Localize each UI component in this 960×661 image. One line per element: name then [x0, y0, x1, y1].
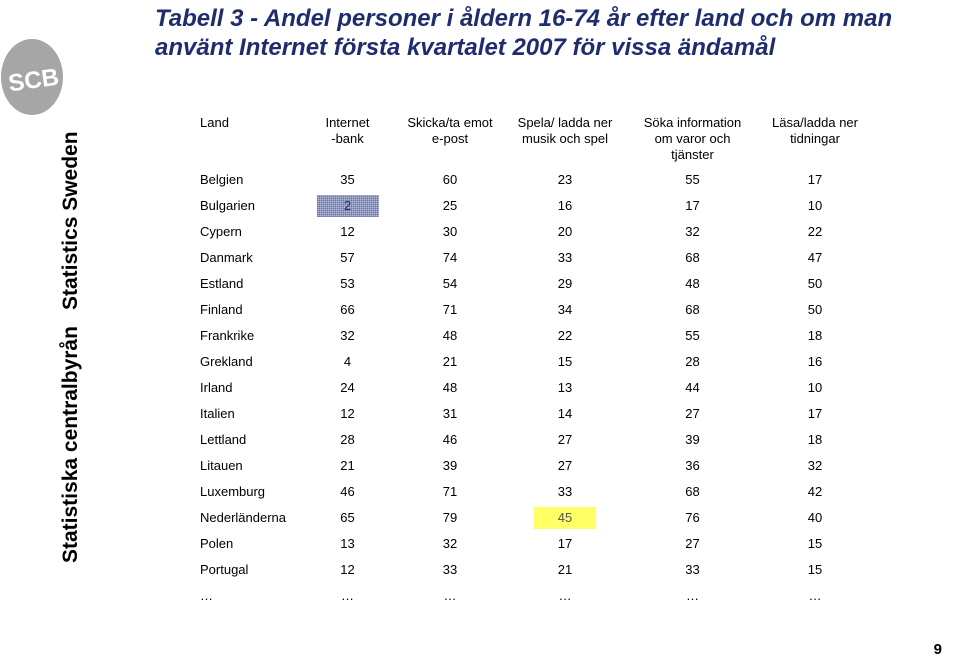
- value-cell: 66: [340, 302, 355, 317]
- value-cell: 76: [685, 510, 700, 525]
- vertical-brand: [10, 131, 82, 565]
- value-cell: 12: [340, 224, 355, 239]
- value-cell: 53: [340, 276, 355, 291]
- value-cell: 33: [557, 250, 573, 265]
- brand-english: Statistics Sweden: [59, 131, 82, 310]
- country-cell: Portugal: [200, 562, 249, 577]
- value-cell: …: [808, 588, 822, 603]
- scb-logo-icon: [0, 38, 65, 116]
- value-cell: 29: [557, 276, 573, 291]
- table-row: [180, 401, 870, 427]
- value-cell: 36: [685, 458, 700, 473]
- value-cell: 10: [807, 198, 823, 213]
- value-cell: 18: [807, 328, 823, 343]
- value-cell: 13: [557, 380, 573, 395]
- table-row: [180, 505, 870, 531]
- value-cell: 27: [685, 406, 700, 421]
- table-row: [180, 531, 870, 557]
- value-cell: 15: [557, 354, 573, 369]
- value-cell: 79: [442, 510, 458, 525]
- value-cell: 17: [685, 198, 700, 213]
- country-cell: Finland: [200, 302, 243, 317]
- value-cell: 15: [807, 562, 823, 577]
- value-cell: 35: [340, 172, 355, 187]
- country-cell: Belgien: [200, 172, 244, 187]
- value-cell: 17: [807, 172, 823, 187]
- value-cell: 15: [807, 536, 823, 551]
- highlighted-value-cell: [300, 193, 395, 219]
- value-cell: 17: [557, 536, 573, 551]
- value-cell: 22: [807, 224, 823, 239]
- value-cell: 32: [340, 328, 355, 343]
- value-cell: 27: [685, 536, 700, 551]
- value-cell: 48: [685, 276, 700, 291]
- value-cell: 30: [442, 224, 458, 239]
- value-cell: 33: [557, 484, 573, 499]
- value-cell: 34: [557, 302, 573, 317]
- value-cell: 33: [685, 562, 700, 577]
- value-cell: 68: [685, 250, 700, 265]
- value-cell: 68: [685, 484, 700, 499]
- value-cell: 31: [442, 406, 458, 421]
- scb-logo: [0, 38, 65, 116]
- value-cell: 21: [557, 562, 573, 577]
- table-row: [180, 479, 870, 505]
- table-row: [180, 167, 870, 193]
- value-cell: 10: [807, 380, 823, 395]
- country-cell: Bulgarien: [200, 198, 255, 213]
- value-cell: 33: [442, 562, 458, 577]
- header-internetbank: Internet -bank: [325, 115, 370, 146]
- header-search-info: Söka information om varor och tjänster: [643, 115, 742, 162]
- country-cell: Grekland: [200, 354, 253, 369]
- value-cell: 74: [442, 250, 458, 265]
- table-row: [180, 427, 870, 453]
- country-cell: Lettland: [200, 432, 247, 447]
- country-cell: Polen: [200, 536, 234, 551]
- highlighted-value: 45: [534, 507, 596, 529]
- value-cell: 27: [557, 458, 573, 473]
- value-cell: 68: [685, 302, 700, 317]
- country-cell: Cypern: [200, 224, 242, 239]
- highlighted-value-cell: [505, 505, 625, 531]
- value-cell: 32: [442, 536, 458, 551]
- table-row: [180, 557, 870, 583]
- table-header-row: [180, 113, 870, 167]
- value-cell: 27: [557, 432, 573, 447]
- value-cell: 42: [807, 484, 823, 499]
- value-cell: 20: [557, 224, 573, 239]
- value-cell: 50: [807, 276, 823, 291]
- table-row: [180, 453, 870, 479]
- table-row: [180, 193, 870, 219]
- value-cell: 17: [807, 406, 823, 421]
- value-cell: …: [341, 588, 354, 603]
- header-email: Skicka/ta emot e-post: [407, 115, 493, 146]
- value-cell: 39: [442, 458, 458, 473]
- country-cell: Irland: [200, 380, 233, 395]
- value-cell: 14: [557, 406, 573, 421]
- value-cell: 44: [685, 380, 700, 395]
- value-cell: 22: [557, 328, 573, 343]
- value-cell: 48: [442, 380, 458, 395]
- header-games-music: Spela/ ladda ner musik och spel: [517, 115, 613, 146]
- country-cell: …: [200, 588, 213, 603]
- table-row: [180, 245, 870, 271]
- value-cell: 55: [685, 172, 700, 187]
- highlighted-value: 2: [317, 195, 379, 217]
- country-cell: Frankrike: [200, 328, 255, 343]
- table-row: [180, 219, 870, 245]
- value-cell: 47: [807, 250, 823, 265]
- page-number: 9: [933, 641, 942, 658]
- value-cell: 71: [442, 302, 458, 317]
- value-cell: 32: [807, 458, 823, 473]
- value-cell: 18: [807, 432, 823, 447]
- value-cell: 57: [340, 250, 355, 265]
- value-cell: 25: [442, 198, 458, 213]
- country-cell: Litauen: [200, 458, 243, 473]
- header-newspapers: Läsa/ladda ner tidningar: [771, 115, 858, 146]
- table-row: [180, 375, 870, 401]
- value-cell: 50: [807, 302, 823, 317]
- country-cell: Italien: [200, 406, 235, 421]
- value-cell: 4: [343, 354, 352, 369]
- table-row: [180, 271, 870, 297]
- value-cell: 28: [340, 432, 355, 447]
- country-cell: Luxemburg: [200, 484, 266, 499]
- value-cell: 21: [340, 458, 355, 473]
- table-row: [180, 583, 870, 609]
- value-cell: 32: [685, 224, 700, 239]
- value-cell: …: [443, 588, 457, 603]
- statistics-table: [180, 113, 870, 609]
- value-cell: …: [686, 588, 699, 603]
- value-cell: …: [558, 588, 572, 603]
- page-title: Tabell 3 - Andel personer i åldern 16-74 år efter land och om man använt Internet första kvartalet 2007 för vissa ändamål: [155, 5, 893, 61]
- value-cell: 60: [442, 172, 458, 187]
- brand-swedish: Statistiska centralbyrån: [59, 326, 82, 563]
- value-cell: 12: [340, 562, 355, 577]
- value-cell: 16: [557, 198, 573, 213]
- value-cell: 71: [442, 484, 458, 499]
- table-row: [180, 323, 870, 349]
- value-cell: 55: [685, 328, 700, 343]
- value-cell: 40: [807, 510, 823, 525]
- scb-logo-text: SCB: [6, 63, 61, 98]
- value-cell: 46: [340, 484, 355, 499]
- value-cell: 16: [807, 354, 823, 369]
- value-cell: 39: [685, 432, 700, 447]
- value-cell: 28: [685, 354, 700, 369]
- header-land: Land: [200, 115, 229, 130]
- value-cell: 48: [442, 328, 458, 343]
- table-row: [180, 297, 870, 323]
- value-cell: 46: [442, 432, 458, 447]
- country-cell: Nederländerna: [200, 510, 287, 525]
- country-cell: Danmark: [200, 250, 253, 265]
- country-cell: Estland: [200, 276, 244, 291]
- value-cell: 23: [557, 172, 573, 187]
- value-cell: 65: [340, 510, 355, 525]
- value-cell: 21: [442, 354, 458, 369]
- value-cell: 13: [340, 536, 355, 551]
- value-cell: 24: [340, 380, 355, 395]
- table-row: [180, 349, 870, 375]
- value-cell: 12: [340, 406, 355, 421]
- value-cell: 54: [442, 276, 458, 291]
